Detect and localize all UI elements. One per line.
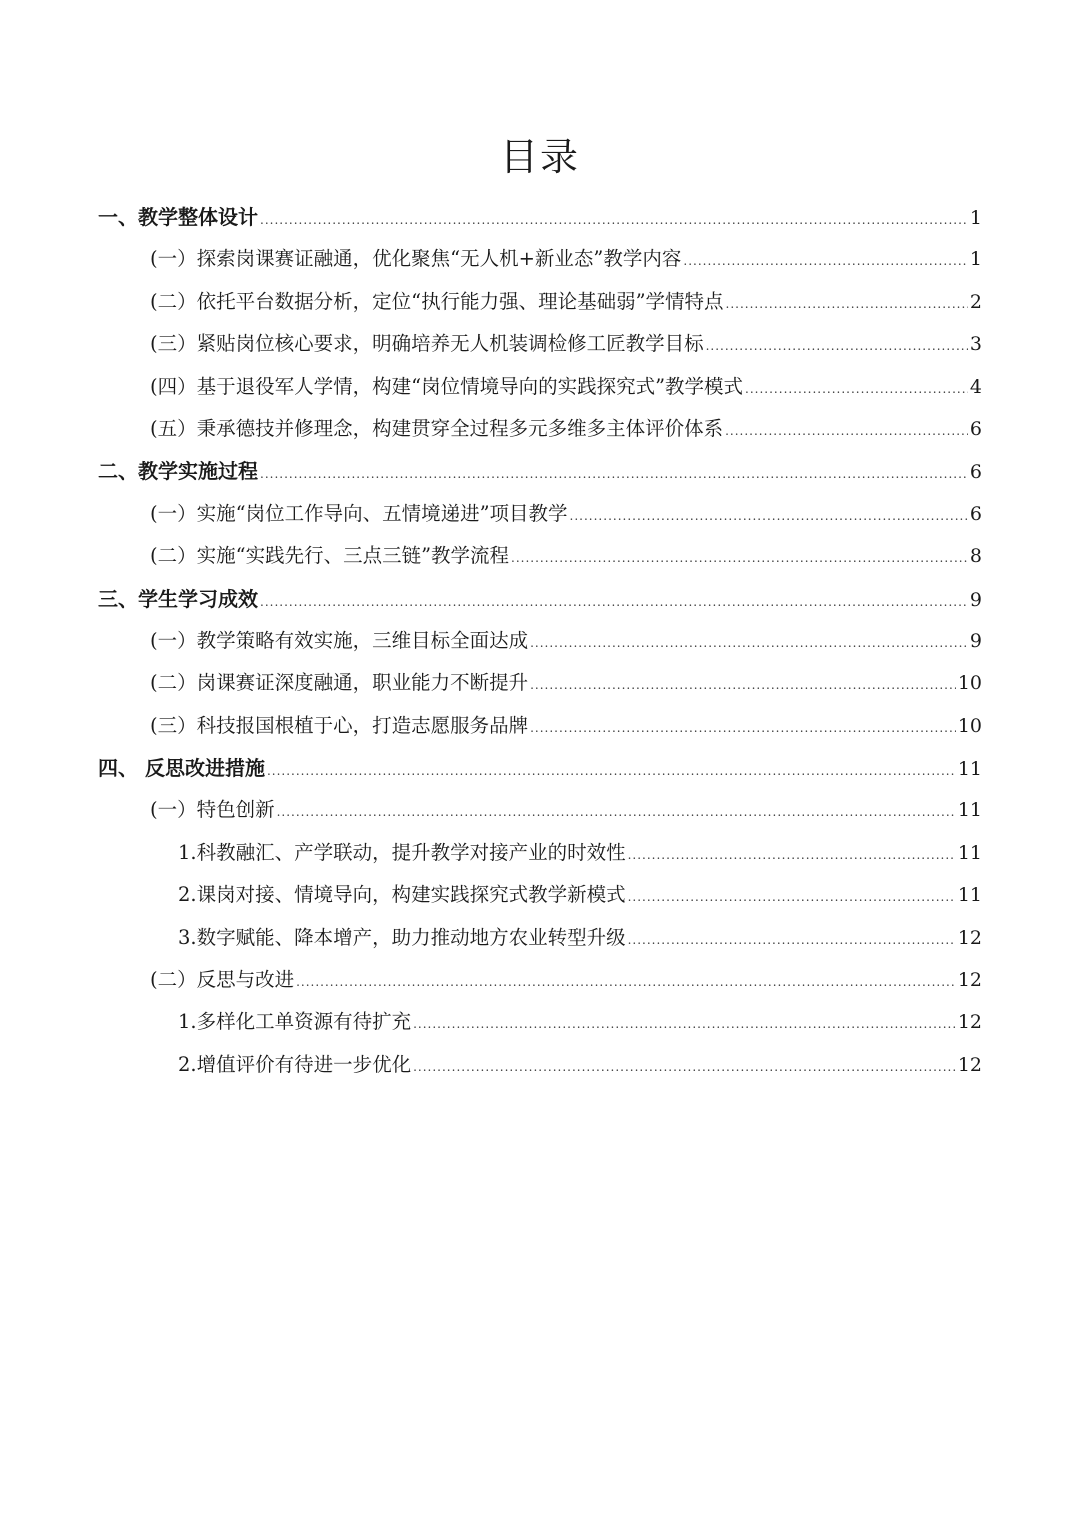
toc-page-number: 12 [957,1011,982,1034]
dot-leader [628,832,956,876]
toc-entry-text: 四、 反思改进措施 [98,756,265,781]
dot-leader [511,535,968,579]
toc-page-number: 9 [969,629,982,652]
toc-page-number: 6 [969,417,982,440]
toc-subsection-1-3[interactable] [98,323,982,365]
toc-entry-text: 二、教学实施过程 [98,459,258,484]
toc-subsection-4-1[interactable] [98,789,982,831]
toc-item-4-1-3[interactable] [98,917,982,959]
toc-page-number: 2 [969,290,982,313]
dot-leader [726,281,968,325]
toc-section-2[interactable] [98,450,982,492]
page-title: 目录 [499,135,580,179]
toc-item-4-2-1[interactable] [98,1001,982,1043]
toc-page-number: 1 [969,248,982,271]
dot-leader [267,747,956,792]
dot-leader [413,1001,956,1045]
toc-subsection-2-2[interactable] [98,535,982,577]
toc-section-3[interactable] [98,578,982,620]
toc-page-number: 11 [957,799,982,822]
toc-page-number: 9 [969,588,982,611]
toc-page-number: 12 [957,1053,982,1076]
toc-page-number: 1 [969,207,982,229]
toc-item-4-1-1[interactable] [98,832,982,874]
toc-entry-text: 2.增值评价有待进一步优化 [178,1052,412,1076]
toc-entry-text: (三）紧贴岗位核心要求，明确培养无人机装调检修工匠教学目标 [150,332,704,356]
toc-page-number: 12 [957,926,982,949]
toc-entry-text: (五）秉承德技并修理念，构建贯穿全过程多元多维多主体评价体系 [150,416,724,440]
dot-leader [260,450,968,495]
toc-entry-text: 三、学生学习成效 [98,586,258,611]
dot-leader [683,238,968,282]
toc-entry-text: (一）特色创新 [150,798,275,822]
toc-page-number: 10 [957,714,982,737]
toc-section-4[interactable] [98,747,982,789]
toc-entry-text: (二）依托平台数据分析，定位“执行能力强、理论基础弱”学情特点 [150,289,724,313]
dot-leader [628,874,956,918]
toc-subsection-2-1[interactable] [98,493,982,535]
toc-entry-text: (二）岗课赛证深度融通，职业能力不断提升 [150,671,529,695]
toc-subsection-1-4[interactable] [98,366,982,408]
table-of-contents [98,196,982,1086]
toc-subsection-3-1[interactable] [98,620,982,662]
toc-page-number: 11 [957,884,982,907]
toc-page-number: 11 [957,758,982,781]
dot-leader [745,366,968,410]
toc-page-number: 11 [957,841,982,864]
toc-subsection-3-3[interactable] [98,705,982,747]
toc-page-number: 10 [957,672,982,695]
dot-leader [725,408,968,452]
toc-entry-text: (四）基于退役军人学情，构建“岗位情境导向的实践探究式”教学模式 [150,374,744,398]
toc-entry-text: 1.科教融汇、产学联动，提升教学对接产业的时效性 [178,840,626,864]
dot-leader [706,323,968,367]
toc-page-number: 6 [969,502,982,525]
toc-entry-text: (一）探索岗课赛证融通，优化聚焦“无人机+新业态”教学内容 [150,247,682,271]
dot-leader [570,493,968,537]
dot-leader [260,578,968,623]
toc-subsection-3-2[interactable] [98,662,982,704]
toc-subsection-1-5[interactable] [98,408,982,450]
toc-entry-text: (二）反思与改进 [150,968,295,992]
toc-entry-text: 1.多样化工单资源有待扩充 [178,1010,412,1034]
toc-item-4-2-2[interactable] [98,1044,982,1086]
toc-entry-text: (三）科技报国根植于心，打造志愿服务品牌 [150,713,529,737]
dot-leader [277,789,956,833]
dot-leader [296,959,956,1003]
dot-leader [260,196,968,241]
dot-leader [413,1044,956,1088]
toc-page-number: 12 [957,969,982,992]
toc-entry-text: (一）教学策略有效实施，三维目标全面达成 [150,628,529,652]
toc-entry-text: 3.数字赋能、降本增产，助力推动地方农业转型升级 [178,925,626,949]
dot-leader [628,917,956,961]
toc-entry-text: (一）实施“岗位工作导向、五情境递进”项目教学 [150,501,568,525]
toc-section-1[interactable] [98,196,982,238]
toc-item-4-1-2[interactable] [98,874,982,916]
toc-page-number: 3 [969,333,982,356]
dot-leader [530,620,968,664]
toc-page-number: 4 [969,375,982,398]
toc-subsection-4-2[interactable] [98,959,982,1001]
toc-page-number: 6 [969,461,982,484]
dot-leader [530,662,956,706]
toc-page-number: 8 [969,545,982,568]
toc-entry-text: (二）实施“实践先行、三点三链”教学流程 [150,544,510,568]
dot-leader [530,705,956,749]
toc-entry-text: 2.课岗对接、情境导向，构建实践探究式教学新模式 [178,883,626,907]
toc-subsection-1-2[interactable] [98,281,982,323]
toc-entry-text: 一、教学整体设计 [98,205,258,229]
toc-subsection-1-1[interactable] [98,238,982,280]
